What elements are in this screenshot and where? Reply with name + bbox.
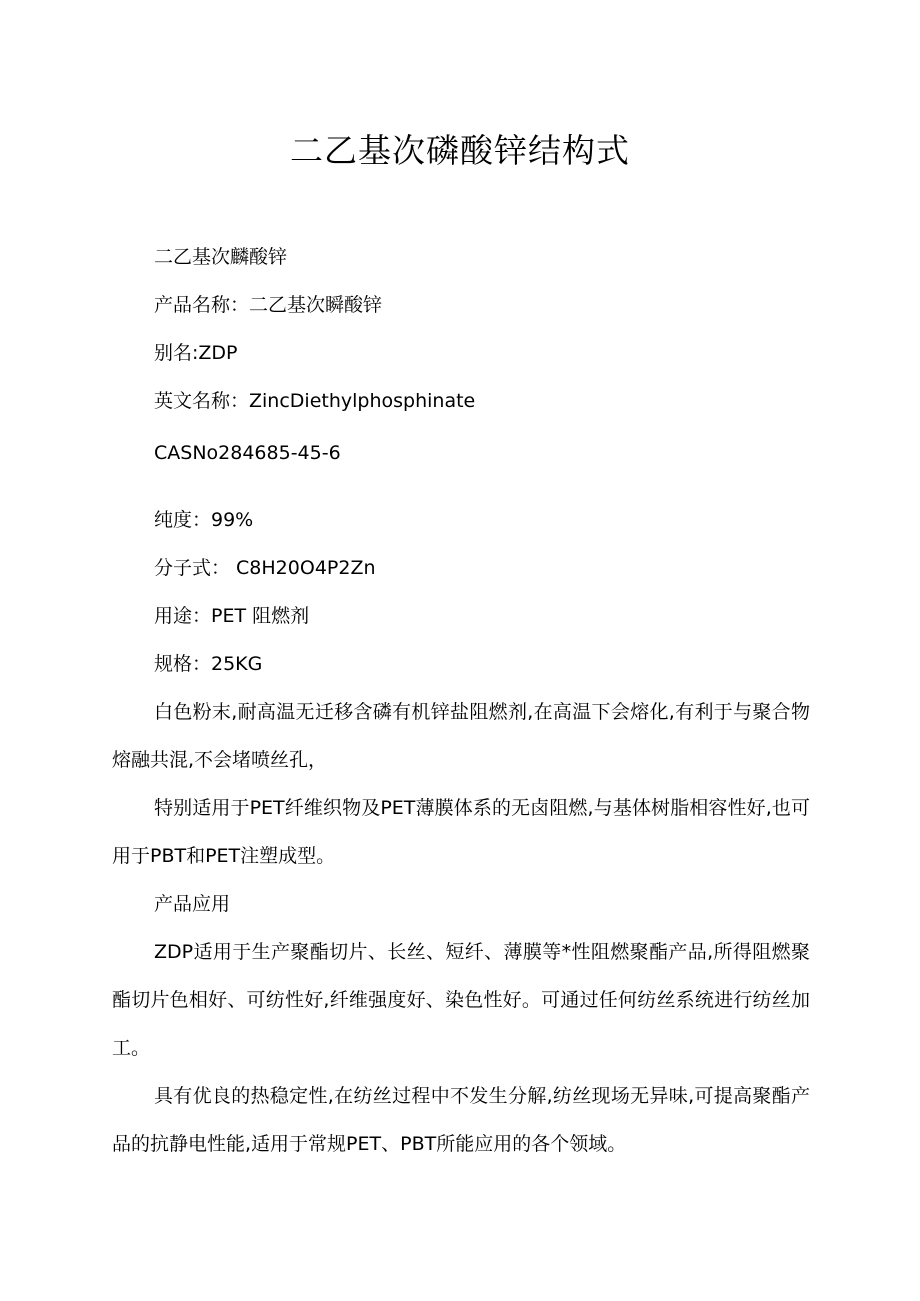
section-heading-product-application: 产品应用 xyxy=(154,893,231,915)
paragraph-suitability: 特别适用于PET纤维织物及PET薄膜体系的无卤阻燃,与基体树脂相容性好,也可用于PBT和PET注塑成型。 xyxy=(112,797,810,867)
document-title: 二乙基次磷酸锌结构式 xyxy=(290,131,630,170)
info-line-usage: 用途：PET 阻燃剂 xyxy=(154,605,310,627)
paragraph-application: ZDP适用于生产聚酯切片、长丝、短纤、薄膜等*性阻燃聚酯产品,所得阻燃聚酯切片色相好、可纺性好,纤维强度好、染色性好。可通过任何纺丝系统进行纺丝加工。 xyxy=(112,941,810,1059)
paragraph-thermal-stability: 具有优良的热稳定性,在纺丝过程中不发生分解,纺丝现场无异味,可提高聚酯产品的抗静电性能,适用于常规PET、PBT所能应用的各个领域。 xyxy=(112,1085,810,1155)
info-line-alias-chinese: 二乙基次麟酸锌 xyxy=(154,246,288,268)
info-line-product-name: 产品名称：二乙基次瞬酸锌 xyxy=(154,294,383,316)
info-line-molecular-formula: 分子式： C8H20O4P2Zn xyxy=(154,557,376,579)
info-line-alias: 别名:ZDP xyxy=(154,342,238,364)
info-line-specification: 规格：25KG xyxy=(154,653,263,675)
info-line-cas-number: CASNo284685-45-6 xyxy=(154,442,341,464)
info-line-purity: 纯度：99% xyxy=(154,509,254,531)
info-line-english-name: 英文名称：ZincDiethylphosphinate xyxy=(154,390,476,412)
paragraph-description: 白色粉末,耐高温无迁移含磷有机锌盐阻燃剂,在高温下会熔化,有利于与聚合物熔融共混,不会堵喷丝孔， xyxy=(112,701,810,771)
